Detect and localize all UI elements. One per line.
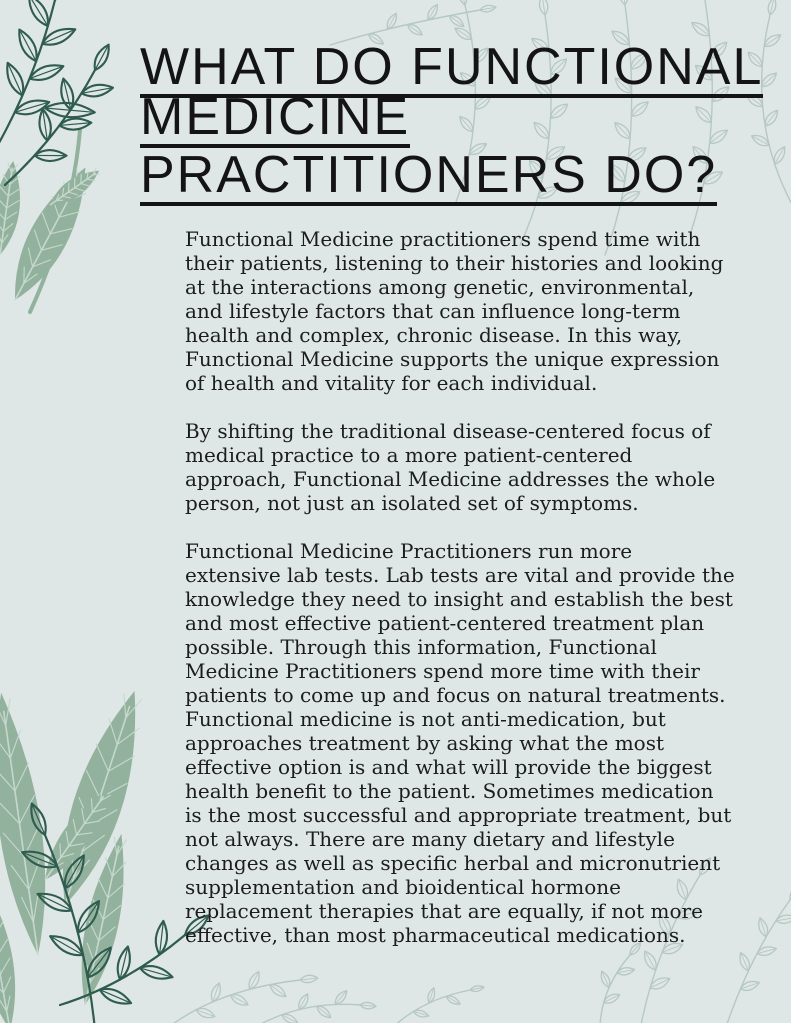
- leaf: [698, 0, 709, 1]
- body-line: knowledge they need to insight and establish the best: [185, 587, 733, 611]
- body-line: extensive lab tests. Lab tests are vital and provide the: [185, 563, 735, 587]
- body-line: at the interactions among genetic, environmental,: [185, 275, 695, 299]
- leaf: [766, 0, 777, 16]
- leaf: [479, 4, 496, 13]
- body-line: Functional medicine is not anti-medication, but: [185, 707, 666, 731]
- leaf-blade: [280, 1012, 299, 1023]
- sage-leaves: [0, 130, 157, 1023]
- stem: [390, 990, 470, 1023]
- leaf: [618, 0, 629, 6]
- body-line: By shifting the traditional disease-centered focus of: [185, 419, 711, 443]
- body-line: not always. There are many dietary and lifestyle: [185, 827, 675, 851]
- body-line: patients to come up and focus on natural treatments.: [185, 683, 726, 707]
- body-line: their patients, listening to their histories and looking: [185, 251, 724, 275]
- body-line: approach, Functional Medicine addresses the whole: [185, 467, 716, 491]
- body-line: Functional Medicine Practitioners run more: [185, 539, 633, 563]
- leaf: [616, 966, 635, 976]
- leaf-vein: [360, 1005, 375, 1006]
- stem: [250, 1004, 360, 1023]
- leaf-blade: [698, 0, 709, 1]
- body-line: possible. Through this information, Functional: [185, 635, 657, 659]
- page-title-line-3: [140, 146, 718, 206]
- paragraph-2: [185, 419, 735, 515]
- leaf: [300, 974, 319, 983]
- body-line: person, not just an isolated set of symptoms.: [185, 491, 639, 515]
- body-line: health benefit to the patient. Sometimes medication: [185, 779, 714, 803]
- body-line: effective, than most pharmaceutical medications.: [185, 923, 686, 947]
- leaf-blade: [50, 0, 68, 1]
- paragraph-1: [185, 227, 735, 395]
- leaf: [360, 1002, 377, 1010]
- leaf: [24, 0, 53, 29]
- leaf: [0, 690, 59, 958]
- body-line: of health and vitality for each individual.: [185, 371, 598, 395]
- page-title-text-1: WHAT DO FUNCTIONAL: [140, 38, 764, 96]
- leaf: [457, 0, 468, 6]
- leaf-blade: [0, 690, 59, 958]
- page-title-line-2: [140, 88, 411, 148]
- leaf: [91, 42, 113, 72]
- body-line: Medicine Practitioners spend more time with their: [185, 659, 700, 683]
- body-line: and most effective patient-centered treatment plan: [185, 611, 705, 635]
- leaf: [50, 0, 68, 1]
- leaf: [447, 13, 466, 29]
- leaf: [739, 979, 761, 993]
- leaf: [44, 101, 95, 119]
- body-line: and lifestyle factors that can influence long-term: [185, 299, 681, 323]
- leaf: [762, 108, 781, 129]
- leaf: [35, 150, 67, 161]
- leaf: [28, 61, 66, 85]
- page-title-text-3: PRACTITIONERS DO?: [140, 146, 718, 204]
- leaf: [209, 982, 223, 1004]
- body-line: replacement therapies that are equally, if not more: [185, 899, 703, 923]
- leaf: [115, 945, 134, 981]
- body-line: approaches treatment by asking what the most: [185, 731, 665, 755]
- body-line: Functional Medicine practitioners spend time with: [185, 227, 701, 251]
- page-title-text-2: MEDICINE: [140, 88, 411, 146]
- body-line: changes as well as specific herbal and micronutrient: [185, 851, 721, 875]
- paragraph-3: [185, 539, 735, 947]
- leaf: [14, 27, 41, 64]
- leaf: [280, 1012, 299, 1023]
- leaf: [775, 914, 791, 925]
- body-line: effective option is and what will provide the biggest: [185, 755, 712, 779]
- leaf: [406, 22, 425, 38]
- leaf-blade: [0, 159, 26, 257]
- body-line: health and complex, chronic disease. In this way,: [185, 323, 683, 347]
- stem: [725, 900, 790, 1023]
- leaf: [756, 945, 777, 958]
- leaf-blade: [457, 0, 468, 6]
- leaf: [787, 883, 791, 902]
- leaf-blade: [618, 0, 629, 6]
- leaf: [0, 159, 26, 257]
- leaf: [469, 985, 484, 993]
- leaf: [426, 987, 436, 1004]
- leaf: [268, 981, 289, 999]
- leaf: [538, 0, 549, 16]
- leaf: [445, 994, 462, 1007]
- body-line: is the most successful and appropriate treatment, but: [185, 803, 732, 827]
- stem: [600, 955, 630, 1023]
- body-line: Functional Medicine supports the unique expression: [185, 347, 720, 371]
- leaf: [98, 985, 134, 1009]
- body-line: supplementation and bioidentical hormone: [185, 875, 621, 899]
- body-text: [185, 227, 735, 947]
- leaf-blade: [24, 0, 53, 29]
- body-line: medical practice to a more patient-centered: [185, 443, 633, 467]
